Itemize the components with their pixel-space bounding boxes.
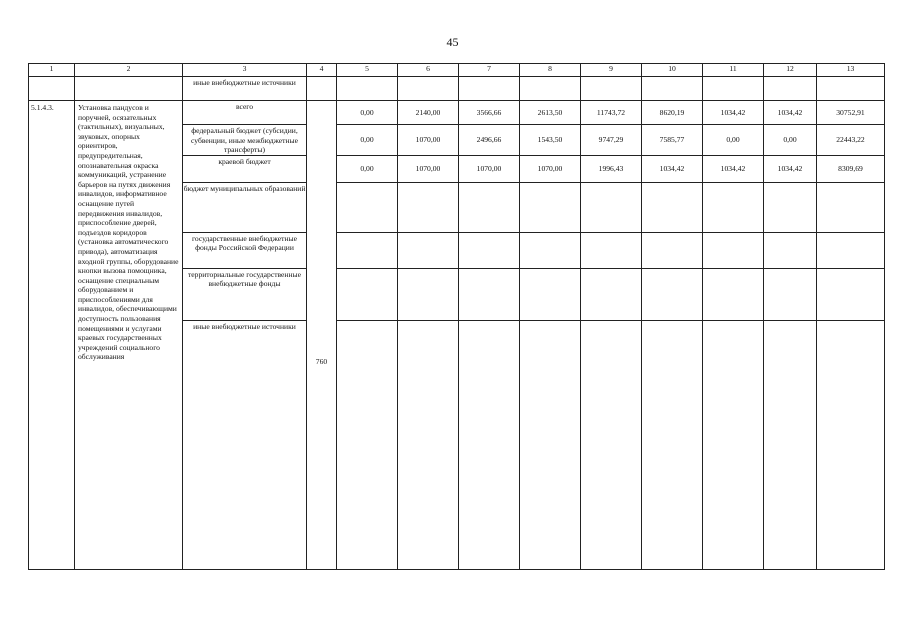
value-cell-col-10: 7585,77 bbox=[642, 125, 703, 156]
value-cell-col-5 bbox=[337, 232, 398, 268]
header-cell-13: 13 bbox=[817, 64, 885, 77]
carry-value-cell bbox=[581, 77, 642, 101]
header-cell-5: 5 bbox=[337, 64, 398, 77]
value-cell-col-8: 1070,00 bbox=[520, 155, 581, 182]
value-cell-col-5 bbox=[337, 182, 398, 232]
carry-value-cell bbox=[703, 77, 764, 101]
carry-value-cell bbox=[520, 77, 581, 101]
value-cell-col-11 bbox=[703, 232, 764, 268]
value-cell-col-12 bbox=[764, 232, 817, 268]
header-cell-12: 12 bbox=[764, 64, 817, 77]
carry-source-cell: иные внебюджетные источники bbox=[183, 77, 307, 101]
value-cell-col-5: 0,00 bbox=[337, 125, 398, 156]
value-cell-col-9: 9747,29 bbox=[581, 125, 642, 156]
value-cell-col-9: 11743,72 bbox=[581, 101, 642, 125]
page-number: 45 bbox=[446, 35, 459, 49]
value-cell-col-8 bbox=[520, 320, 581, 569]
carry-value-cell bbox=[337, 77, 398, 101]
funding-source-cell: государственные внебюджетные фонды Российской Федерации bbox=[183, 232, 307, 268]
entry-row bbox=[29, 101, 885, 125]
value-cell-col-9: 1996,43 bbox=[581, 155, 642, 182]
value-cell-col-5: 0,00 bbox=[337, 155, 398, 182]
value-cell-col-8 bbox=[520, 232, 581, 268]
carry-description-cell bbox=[75, 77, 183, 101]
value-cell-col-13 bbox=[817, 182, 885, 232]
carry-value-cell bbox=[398, 77, 459, 101]
carry-value-cell bbox=[459, 77, 520, 101]
value-cell-col-12: 1034,42 bbox=[764, 101, 817, 125]
value-cell-col-6 bbox=[398, 232, 459, 268]
value-cell-col-9 bbox=[581, 320, 642, 569]
funding-source-cell: федеральный бюджет (субсидии, субвенции, иные межбюджетные трансферты) bbox=[183, 125, 307, 156]
value-cell-col-7: 2496,66 bbox=[459, 125, 520, 156]
header-cell-9: 9 bbox=[581, 64, 642, 77]
value-cell-col-8 bbox=[520, 268, 581, 320]
header-cell-10: 10 bbox=[642, 64, 703, 77]
value-cell-col-12 bbox=[764, 182, 817, 232]
value-cell-col-13 bbox=[817, 232, 885, 268]
value-cell-col-8: 2613,50 bbox=[520, 101, 581, 125]
funding-source-cell: краевой бюджет bbox=[183, 155, 307, 182]
value-cell-col-6: 1070,00 bbox=[398, 125, 459, 156]
value-cell-col-13 bbox=[817, 320, 885, 569]
value-cell-col-10: 8620,19 bbox=[642, 101, 703, 125]
funding-source-cell: всего bbox=[183, 101, 307, 125]
value-cell-col-11 bbox=[703, 182, 764, 232]
funding-source-cell: бюджет муниципальных образований bbox=[183, 182, 307, 232]
carry-col4-cell bbox=[307, 77, 337, 101]
carry-over-row bbox=[29, 77, 885, 101]
value-cell-col-10 bbox=[642, 232, 703, 268]
value-cell-col-5 bbox=[337, 320, 398, 569]
header-cell-2: 2 bbox=[75, 64, 183, 77]
value-cell-col-7 bbox=[459, 232, 520, 268]
funding-source-cell: иные внебюджетные источники bbox=[183, 320, 307, 569]
value-cell-col-7 bbox=[459, 182, 520, 232]
entry-col4-value: 760 bbox=[315, 357, 328, 366]
value-cell-col-5 bbox=[337, 268, 398, 320]
value-cell-col-6: 2140,00 bbox=[398, 101, 459, 125]
value-cell-col-7 bbox=[459, 268, 520, 320]
value-cell-col-12: 0,00 bbox=[764, 125, 817, 156]
value-cell-col-10 bbox=[642, 268, 703, 320]
value-cell-col-7: 3566,66 bbox=[459, 101, 520, 125]
value-cell-col-9 bbox=[581, 232, 642, 268]
entry-code-cell: 5.1.4.3. bbox=[29, 101, 75, 570]
value-cell-col-10 bbox=[642, 320, 703, 569]
entry-col4-cell bbox=[307, 101, 337, 570]
value-cell-col-12 bbox=[764, 320, 817, 569]
budget-table bbox=[28, 63, 885, 570]
value-cell-col-7: 1070,00 bbox=[459, 155, 520, 182]
value-cell-col-5: 0,00 bbox=[337, 101, 398, 125]
header-cell-6: 6 bbox=[398, 64, 459, 77]
header-cell-7: 7 bbox=[459, 64, 520, 77]
value-cell-col-13 bbox=[817, 268, 885, 320]
value-cell-col-12: 1034,42 bbox=[764, 155, 817, 182]
carry-value-cell bbox=[764, 77, 817, 101]
value-cell-col-11: 1034,42 bbox=[703, 101, 764, 125]
header-cell-8: 8 bbox=[520, 64, 581, 77]
value-cell-col-8 bbox=[520, 182, 581, 232]
value-cell-col-7 bbox=[459, 320, 520, 569]
funding-source-cell: территориальные государственные внебюджетные фонды bbox=[183, 268, 307, 320]
value-cell-col-13: 30752,91 bbox=[817, 101, 885, 125]
value-cell-col-6 bbox=[398, 268, 459, 320]
value-cell-col-11 bbox=[703, 268, 764, 320]
value-cell-col-11: 1034,42 bbox=[703, 155, 764, 182]
value-cell-col-11 bbox=[703, 320, 764, 569]
value-cell-col-10 bbox=[642, 182, 703, 232]
value-cell-col-9 bbox=[581, 268, 642, 320]
value-cell-col-13: 8309,69 bbox=[817, 155, 885, 182]
value-cell-col-6 bbox=[398, 182, 459, 232]
value-cell-col-11: 0,00 bbox=[703, 125, 764, 156]
header-cell-1: 1 bbox=[29, 64, 75, 77]
carry-code-cell bbox=[29, 77, 75, 101]
header-cell-3: 3 bbox=[183, 64, 307, 77]
value-cell-col-12 bbox=[764, 268, 817, 320]
value-cell-col-8: 1543,50 bbox=[520, 125, 581, 156]
value-cell-col-6: 1070,00 bbox=[398, 155, 459, 182]
header-cell-11: 11 bbox=[703, 64, 764, 77]
carry-value-cell bbox=[642, 77, 703, 101]
value-cell-col-6 bbox=[398, 320, 459, 569]
value-cell-col-10: 1034,42 bbox=[642, 155, 703, 182]
header-cell-4: 4 bbox=[307, 64, 337, 77]
entry-description-cell: Установка пандусов и поручней, осязательных (тактильных), визуальных, звуковых, опорных ориентиров, предупредительная, опознавательная окраска коммуникаций, устранение барьеров на путях движения инвалидов, информативное оснащение путей передвижения инвалидов, приспособление дверей, подъездов коридоров (установка автоматического привода), автоматизация входной группы, оборудование кнопки вызова помощника, оснащение специальным оборудованием и приспособлениями для инвалидов, обеспечивающими доступность пользования помещениями и услугами краевых государственных учреждений социального обслуживания bbox=[75, 101, 183, 570]
value-cell-col-9 bbox=[581, 182, 642, 232]
value-cell-col-13: 22443,22 bbox=[817, 125, 885, 156]
carry-value-cell bbox=[817, 77, 885, 101]
header-row bbox=[29, 64, 885, 77]
